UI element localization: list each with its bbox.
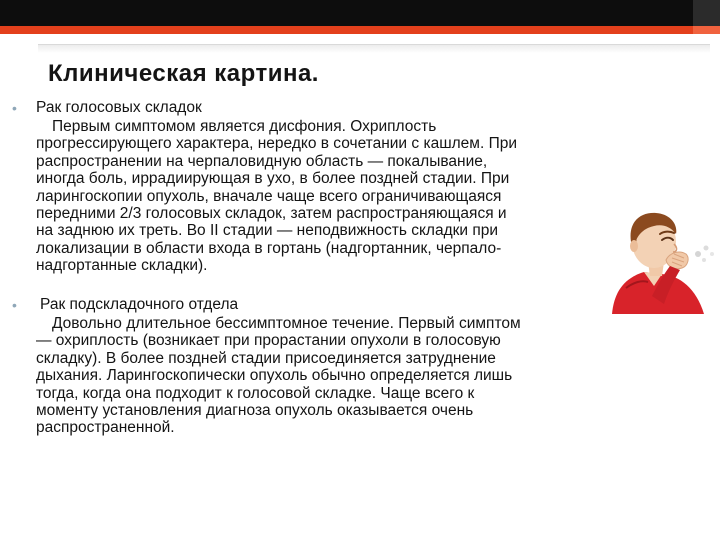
bullet-icon: • xyxy=(12,297,17,313)
text-line: надгортанные складки). xyxy=(36,257,208,275)
page-title: Клиническая картина. xyxy=(48,60,319,87)
text-line: локализации в области входа в гортань (надгортанник, черпало- xyxy=(36,239,502,257)
accent-stripe xyxy=(0,26,720,34)
text-line: тогда, когда она подходит к голосовой складке. Чаще всего к xyxy=(36,384,475,402)
coughing-person-icon xyxy=(604,204,720,314)
text-line: ларингоскопии опухоль, вначале чаще всего ограничивающаяся xyxy=(36,187,502,205)
text-line: Довольно длительное бессимптомное течение. Первый симптом xyxy=(52,315,521,332)
text-line: прогрессирующего характера, нередко в сочетании с кашлем. При xyxy=(36,135,517,153)
text-line: Первым симптомом является дисфония. Охриплость xyxy=(52,118,437,135)
bullet-icon: • xyxy=(12,100,17,116)
text-line: на заднюю их треть. Во II стадии — неподвижность складки при xyxy=(36,222,499,240)
accent-stripe-corner xyxy=(693,26,720,34)
bullet-body xyxy=(36,118,616,275)
header-bar-corner xyxy=(693,0,720,26)
text-line: распространении на черпаловидную область — покалывание, xyxy=(36,152,488,170)
bullet-heading: Рак голосовых складок xyxy=(36,99,202,116)
text-line: иногда боль, иррадиирующая в ухо, в более поздней стадии. При xyxy=(36,170,510,188)
text-line: моменту установления диагноза опухоль оказывается очень xyxy=(36,402,474,420)
text-line: складку). В более поздней стадии присоединяется затруднение xyxy=(36,349,496,367)
bullet-body xyxy=(36,315,616,437)
header-bar xyxy=(0,0,720,26)
text-line: — охриплость (возникает при прорастании опухоли в голосовую xyxy=(36,332,501,350)
bullet-heading: Рак подскладочного отдела xyxy=(40,296,239,313)
text-line: распространенной. xyxy=(36,419,175,437)
text-line: дыхания. Ларингоскопически опухоль обычно определяется лишь xyxy=(36,367,513,385)
title-divider-shadow xyxy=(38,45,710,53)
text-line: передними 2/3 голосовых складок, затем распространяющаяся и xyxy=(36,205,507,223)
